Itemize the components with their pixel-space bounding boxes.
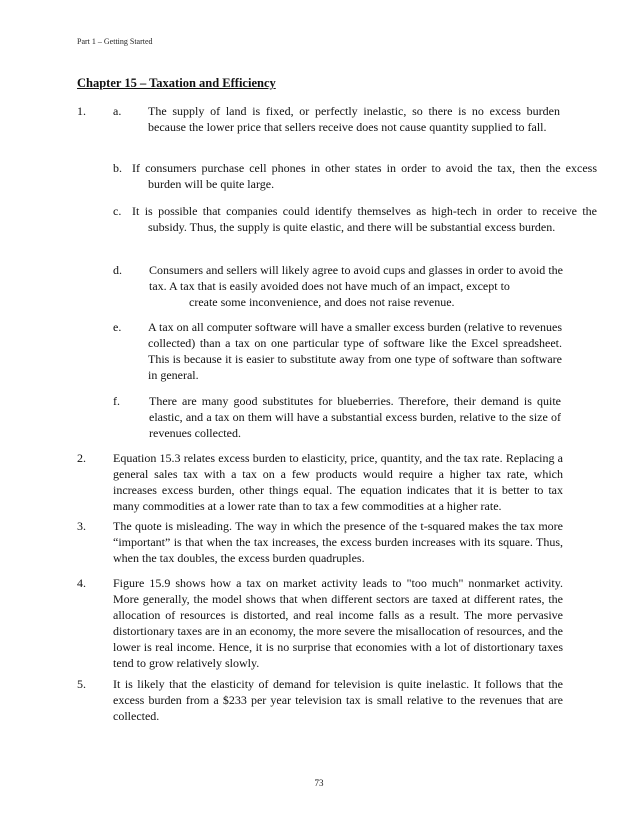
question-5-number: 5. <box>77 677 86 691</box>
running-header: Part 1 – Getting Started <box>77 37 153 46</box>
question-4-text: Figure 15.9 shows how a tax on market activity leads to "too much" nonmarket activity. More generally, the model shows that when different sectors are taxed at different rates, the allocation of resources is distorted, and real income falls as a result. The more pervasive distortionary taxes are in an economy, the more severe the misallocation of resources, and the lower is real income. Hence, it is no surprise that economies with a lot of distortionary taxes tend to grow relatively slowly. <box>113 576 563 670</box>
item-f-text: There are many good substitutes for blueberries. Therefore, their demand is quite elastic, and a tax on them will have a substantial excess burden, relative to the size of revenues collected. <box>149 394 561 440</box>
question-5-text: It is likely that the elasticity of demand for television is quite inelastic. It follows that the excess burden from a $233 per year television tax is small relative to the revenues that are collected. <box>113 677 563 723</box>
item-a-label: a. <box>113 104 122 118</box>
item-e-text: A tax on all computer software will have a smaller excess burden (relative to revenues collected) than a tax on one particular type of software like the Excel spreadsheet. This is because it is easier to substitute away from one type of software than software in general. <box>148 320 562 382</box>
item-b-text: If consumers purchase cell phones in other states in order to avoid the tax, then the excess burden will be quite large. <box>132 161 597 191</box>
item-c-label: c. <box>113 204 122 218</box>
question-3-number: 3. <box>77 519 86 533</box>
item-d-text-cont: create some inconvenience, and does not raise revenue. <box>189 295 455 309</box>
item-d-text <box>149 262 563 310</box>
item-c <box>113 203 597 235</box>
question-4-number: 4. <box>77 576 86 590</box>
item-c-text: It is possible that companies could identify themselves as high-tech in order to receive the subsidy. Thus, the supply is quite elastic, and there will be substantial excess burden. <box>132 204 597 234</box>
question-1-number: 1. <box>77 104 86 118</box>
item-b-label: b. <box>113 161 122 175</box>
item-f-label: f. <box>113 394 120 408</box>
item-d-label: d. <box>113 263 122 277</box>
item-b <box>113 160 597 192</box>
item-e-label: e. <box>113 320 122 334</box>
question-3-text: The quote is misleading. The way in which the presence of the t-squared makes the tax more “important” is that when the tax increases, the excess burden increases with its square. Thus, when the tax doubles, the excess burden quadruples. <box>113 519 563 565</box>
item-d-text-main: Consumers and sellers will likely agree to avoid cups and glasses in order to avoid the tax. A tax that is easily avoided does not have much of an impact, except to <box>149 263 563 293</box>
chapter-title: Chapter 15 – Taxation and Efficiency <box>77 76 276 90</box>
question-2-text: Equation 15.3 relates excess burden to elasticity, price, quantity, and the tax rate. Replacing a general sales tax with a tax on a few products would require a higher tax rate, which increases excess burden, other things equal. The equation indicates that it is better to tax many commodities at a lower rate than to tax a few commodities at a higher rate. <box>113 451 563 513</box>
page-number: 73 <box>314 778 324 788</box>
question-2-number: 2. <box>77 451 86 465</box>
item-a-text: The supply of land is fixed, or perfectly inelastic, so there is no excess burden because the lower price that sellers receive does not cause quantity supplied to fall. <box>148 104 560 134</box>
